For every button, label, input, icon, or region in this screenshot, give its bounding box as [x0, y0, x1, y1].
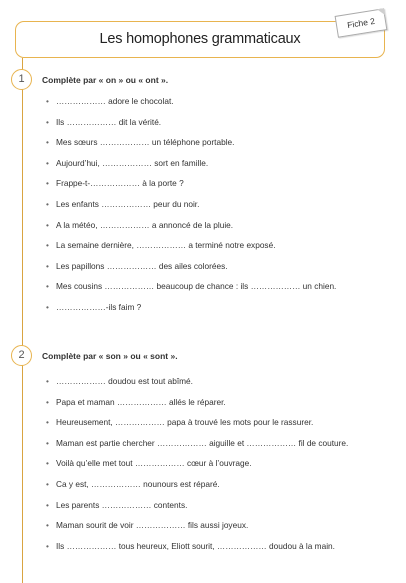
bullet-icon: • — [46, 520, 49, 531]
list-item — [46, 457, 348, 478]
exercise-text: Aujourd’hui, ……………… sort en famille. — [56, 157, 209, 168]
exercise-text: Mes sœurs ……………… un téléphone portable. — [56, 137, 235, 148]
exercise-text: ……………… doudou est tout abîmé. — [56, 376, 193, 386]
exercise-text: Voilà qu’elle met tout ……………… cœur à l’ouvrage. — [56, 458, 252, 469]
list-item — [46, 396, 348, 417]
page-title: Les homophones grammaticaux — [99, 31, 301, 47]
list-item — [46, 478, 348, 499]
list-item — [46, 519, 348, 540]
bullet-icon: • — [46, 260, 49, 271]
list-item — [46, 136, 336, 157]
list-item — [46, 219, 336, 240]
list-item — [46, 280, 336, 301]
bullet-icon: • — [46, 478, 49, 489]
list-item — [46, 499, 348, 520]
exercise-text: La semaine dernière, ……………… a terminé notre exposé. — [56, 240, 276, 251]
list-item — [46, 239, 336, 260]
bullet-icon: • — [46, 219, 49, 230]
bullet-icon: • — [46, 240, 49, 251]
exercise-text: Maman est partie chercher ……………… aiguille et ……………… fil de couture. — [56, 437, 349, 448]
bullet-icon: • — [46, 540, 49, 551]
header-banner — [15, 21, 385, 58]
list-item — [46, 375, 348, 396]
bullet-icon: • — [46, 301, 49, 312]
section-2-exercise-list — [46, 375, 348, 560]
section-2-instruction: Complète par « son » ou « sont ». — [42, 351, 178, 361]
list-item — [46, 116, 336, 137]
bullet-icon: • — [46, 178, 49, 189]
exercise-text: A la météo, ……………… a annoncé de la pluie. — [56, 219, 234, 230]
list-item — [46, 157, 336, 178]
fiche-label-text: Fiche 2 — [346, 15, 376, 31]
list-item — [46, 260, 336, 281]
section-1-instruction: Complète par « on » ou « ont ». — [42, 75, 169, 85]
bullet-icon: • — [46, 396, 49, 407]
exercise-text: Heureusement, ……………… papa à trouvé les mots pour le rassurer. — [56, 417, 314, 428]
exercise-text: Frappe-t-……………… à la porte ? — [56, 178, 184, 189]
exercise-text: Ils ……………… tous heureux, Eliott sourit, ……………… doudou à la main. — [56, 540, 335, 551]
bullet-icon: • — [46, 417, 49, 428]
bullet-icon: • — [46, 281, 49, 292]
exercise-text: Ils ……………… dit la vérité. — [56, 116, 162, 127]
exercise-text: Ca y est, ……………… nounours est réparé. — [56, 478, 220, 489]
margin-line — [22, 58, 23, 583]
bullet-icon: • — [46, 499, 49, 510]
exercise-text: Papa et maman ……………… allés le réparer. — [56, 396, 226, 407]
exercise-text: Mes cousins ……………… beaucoup de chance : ils ……………… un chien. — [56, 281, 337, 292]
bullet-icon: • — [46, 157, 49, 168]
exercise-text: Les papillons ……………… des ailes colorées. — [56, 260, 228, 271]
exercise-text: ………………-ils faim ? — [56, 301, 142, 312]
exercise-text: Les parents ……………… contents. — [56, 499, 188, 510]
exercise-text: ……………… adore le chocolat. — [56, 96, 174, 106]
list-item — [46, 416, 348, 437]
bullet-icon: • — [46, 116, 49, 127]
bullet-icon: • — [46, 96, 49, 106]
list-item — [46, 437, 348, 458]
section-number-2: 2 — [11, 345, 32, 366]
section-1-exercise-list — [46, 95, 336, 322]
exercise-text: Les enfants ……………… peur du noir. — [56, 198, 200, 209]
list-item — [46, 198, 336, 219]
bullet-icon: • — [46, 137, 49, 148]
bullet-icon: • — [46, 376, 49, 386]
bullet-icon: • — [46, 437, 49, 448]
section-number-1: 1 — [11, 69, 32, 90]
bullet-icon: • — [46, 458, 49, 469]
list-item — [46, 95, 336, 116]
list-item — [46, 301, 336, 322]
list-item — [46, 177, 336, 198]
page-fold-icon — [377, 8, 385, 16]
list-item — [46, 540, 348, 561]
exercise-text: Maman sourit de voir ……………… fils aussi joyeux. — [56, 520, 249, 531]
bullet-icon: • — [46, 198, 49, 209]
